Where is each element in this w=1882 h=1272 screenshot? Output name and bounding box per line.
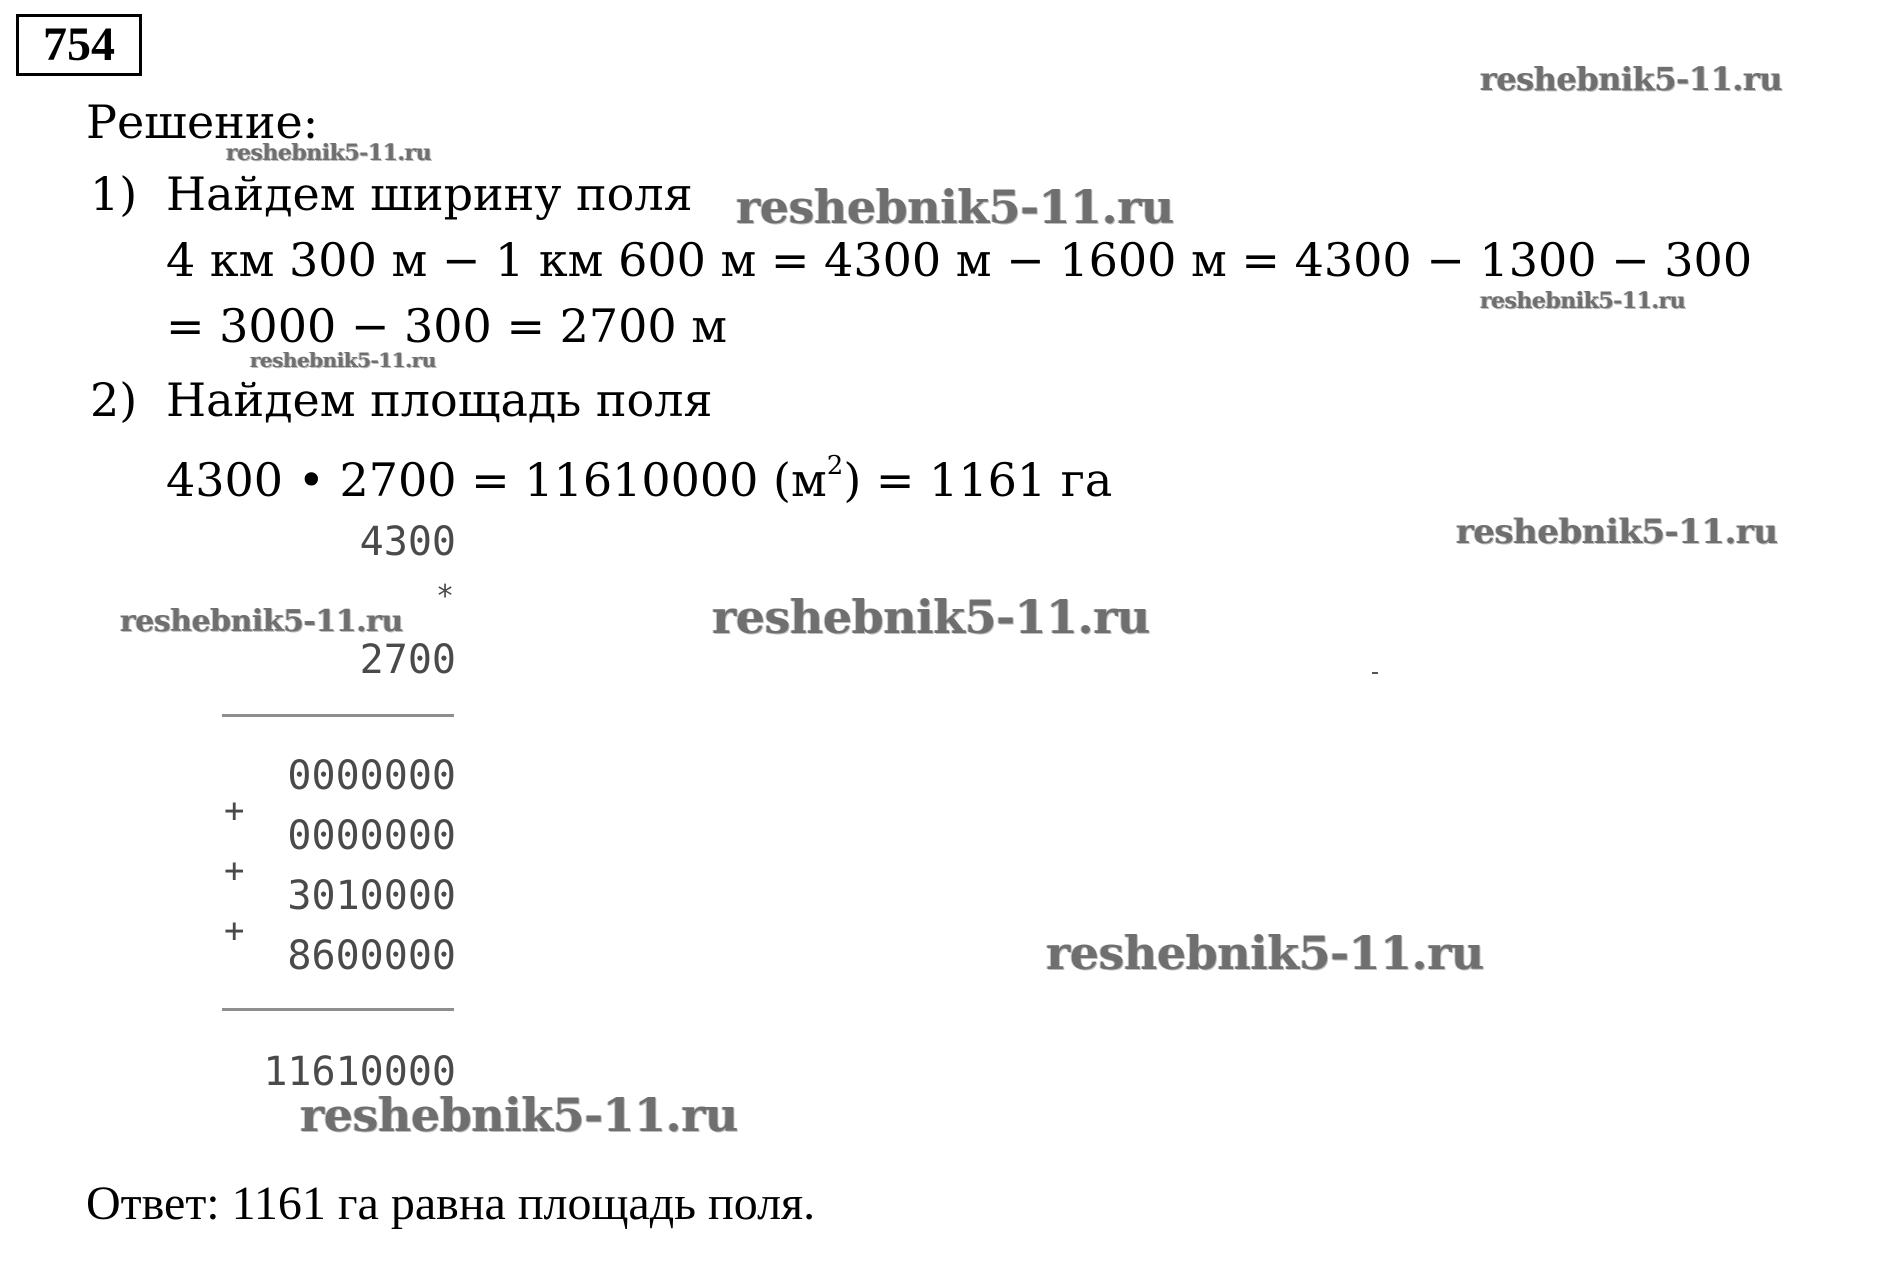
step-2-equation-post: ) = 1161 га [843,453,1113,507]
multiplicand: 4300 [359,519,456,565]
step-2-title: Найдем площадь поля [166,373,713,427]
watermark: reshebnik5-11.ru [712,590,1150,644]
watermark: reshebnik5-11.ru [226,140,432,166]
step-2-equation [166,438,1112,508]
watermark: reshebnik5-11.ru [1480,288,1686,314]
step-1-number: 1) [90,167,138,221]
multiplier: 2700 [359,637,456,683]
stray-mark [1372,672,1378,674]
partial-product-3: 3010000 [287,873,456,919]
multiplication-result: 11610000 [263,1049,456,1095]
watermark: reshebnik5-11.ru [250,348,436,372]
step-1-title: Найдем ширину поля [166,167,693,221]
step-1-equation-line-1: 4 км 300 м − 1 км 600 м = 4300 м − 1600 м = 4300 − 1300 − 300 [166,233,1753,287]
watermark: reshebnik5-11.ru [736,180,1174,234]
watermark: reshebnik5-11.ru [300,1088,738,1142]
watermark: reshebnik5-11.ru [1046,926,1484,980]
step-2-equation-pre: 4300 • 2700 = 11610000 (м [166,453,827,507]
plus-sign-3: + [224,911,245,951]
step-2-number: 2) [90,373,138,427]
sum-rule [222,1008,454,1011]
plus-sign-2: + [224,851,245,891]
watermark: reshebnik5-11.ru [1480,60,1783,98]
watermark: reshebnik5-11.ru [1456,512,1778,552]
watermark: reshebnik5-11.ru [120,604,403,639]
answer-text: Ответ: 1161 га равна площадь поля. [86,1177,816,1230]
plus-sign-1: + [224,791,245,831]
multiplication-rule [222,714,454,717]
problem-number: 754 [16,14,142,76]
step-1-equation-line-2: = 3000 − 300 = 2700 м [166,299,728,353]
partial-product-2: 0000000 [287,813,456,859]
partial-product-1: 0000000 [287,753,456,799]
step-2-superscript: 2 [826,451,844,481]
multiply-operator: * [436,579,455,614]
partial-product-4: 8600000 [287,933,456,979]
solution-heading: Решение: [86,95,319,149]
